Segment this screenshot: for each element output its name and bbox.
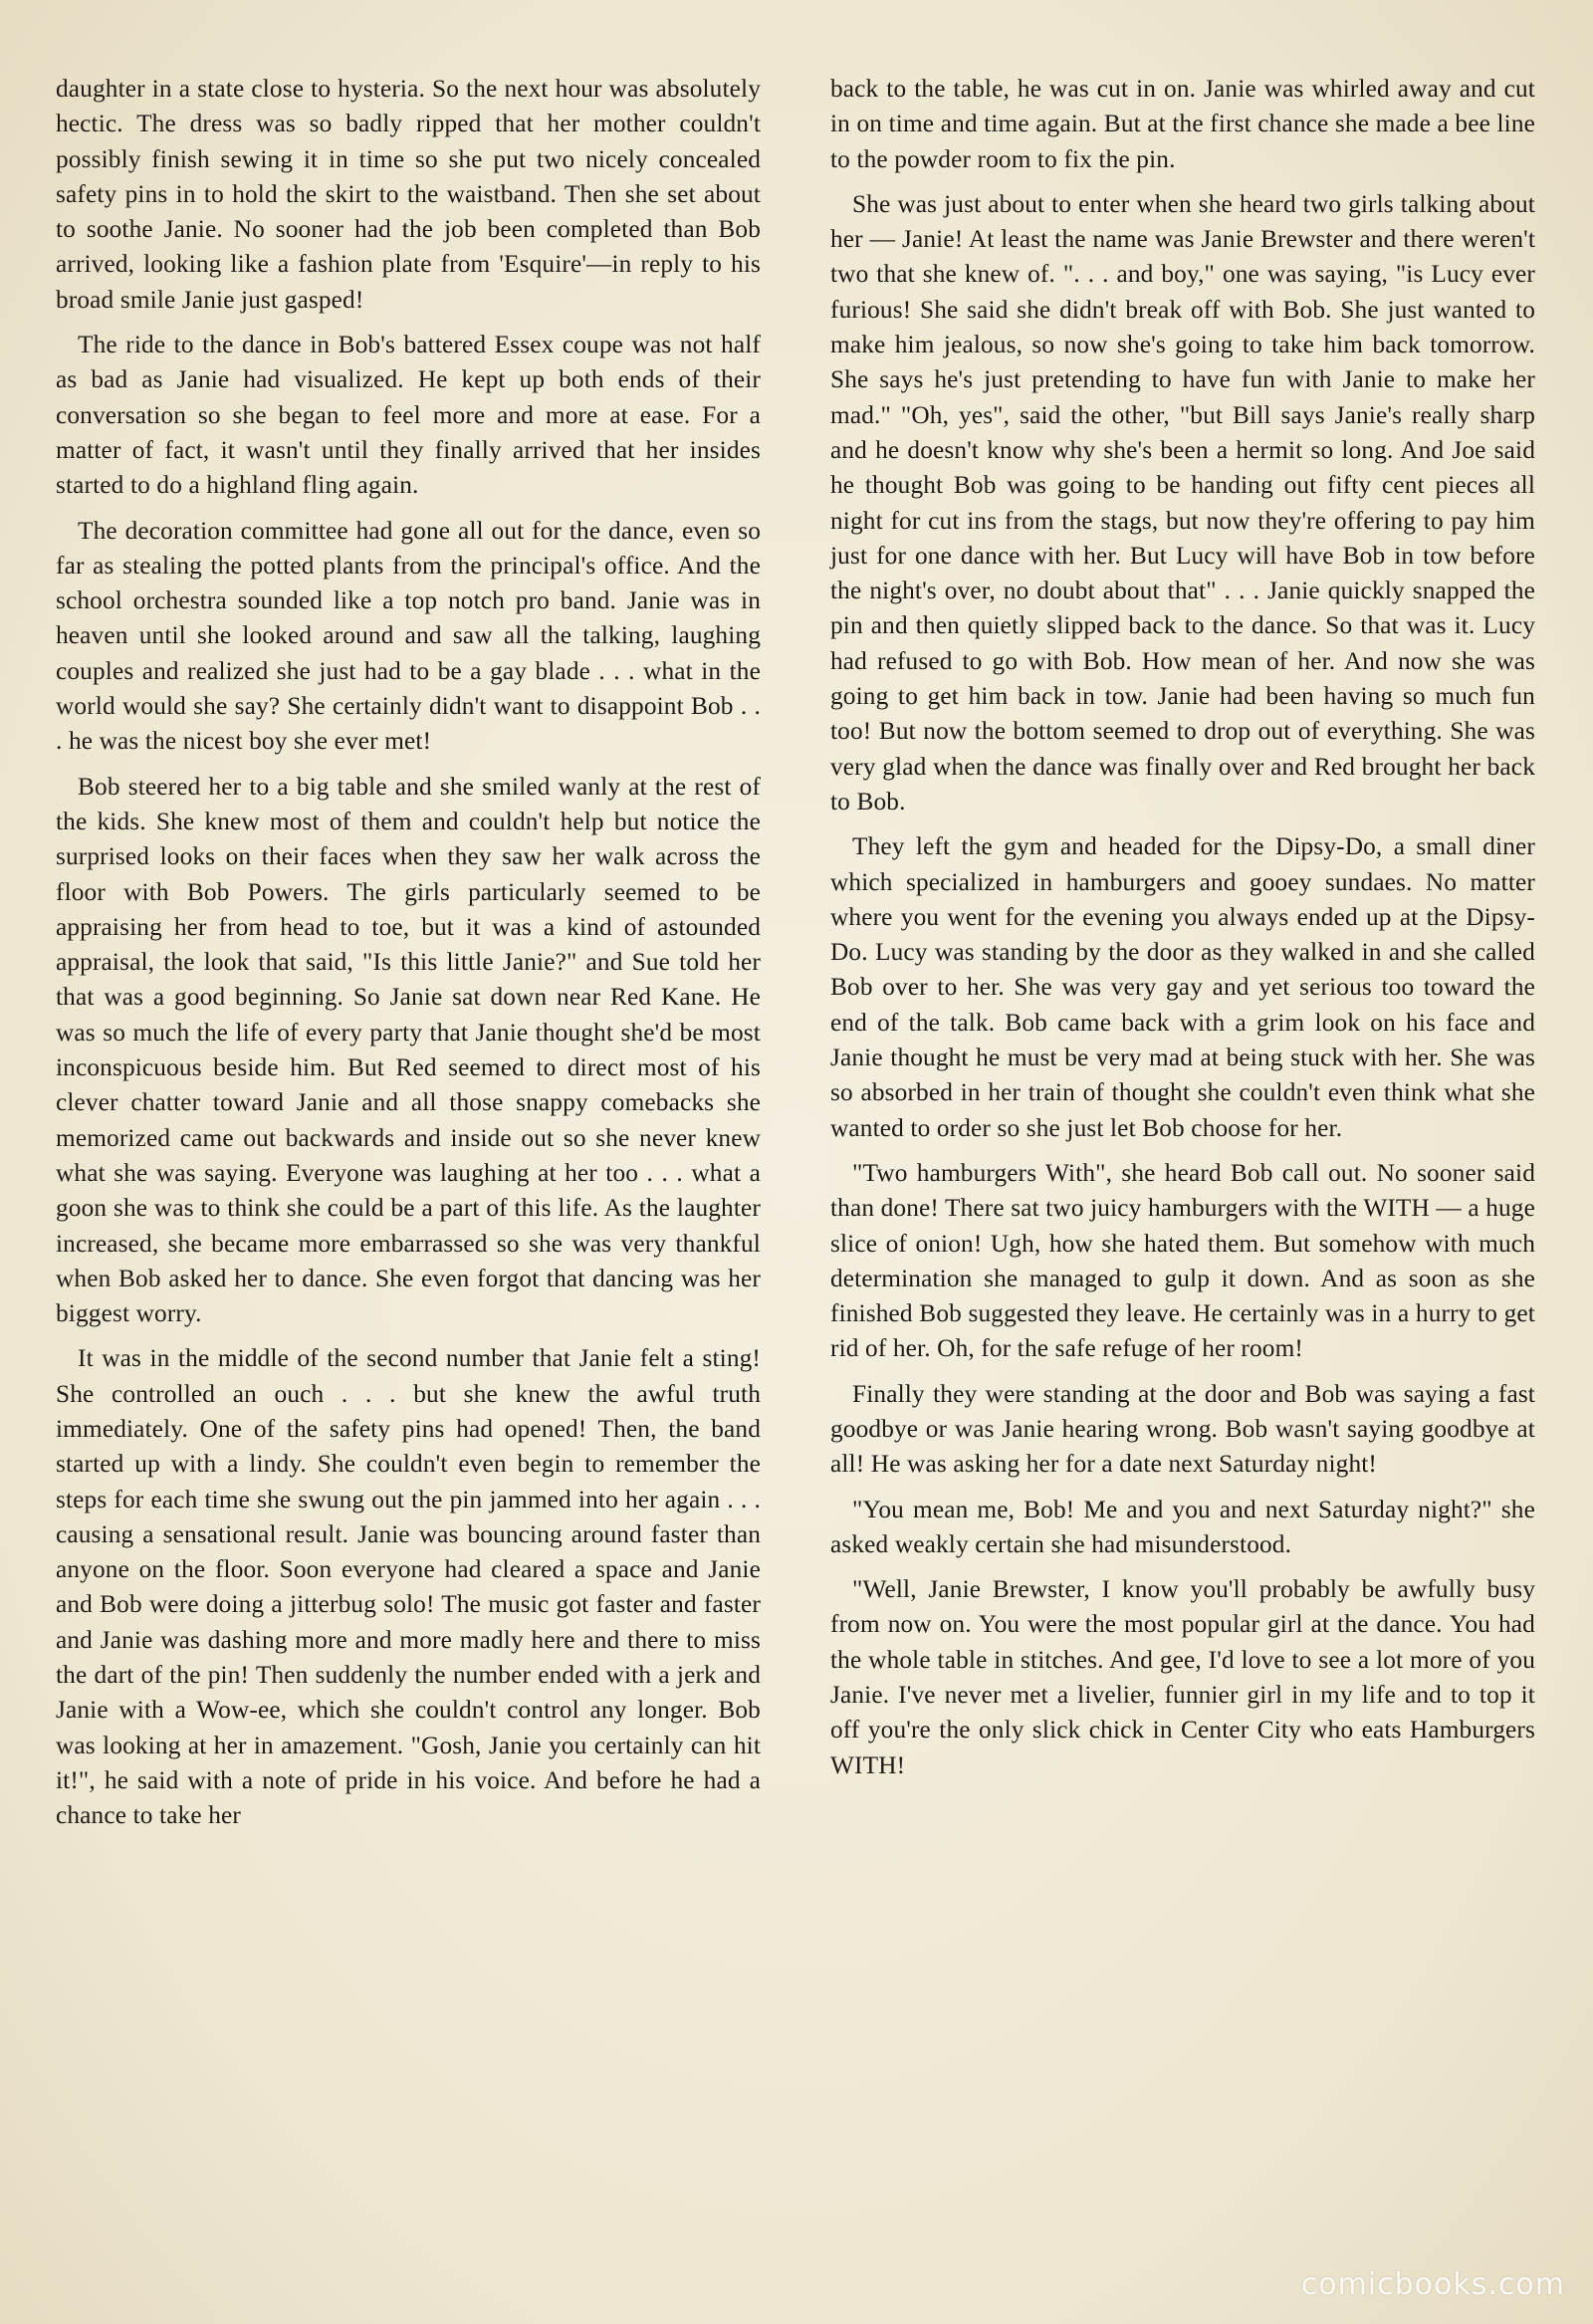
paragraph: The ride to the dance in Bob's battered Essex coupe was not half as bad as Janie had visualized. He kept up both ends of their conversation so she began to feel more and more at ease. For a matter of fact, it wasn't until they finally arrived that her insides started to do a highland fling again. <box>56 331 761 500</box>
paragraph: The decoration committee had gone all out for the dance, even so far as stealing the potted plants from the principal's office. And the school orchestra sounded like a top notch pro band. Janie was in heaven until she looked around and saw all the talking, laughing couples and realized she just had to be a gay blade . . . what in the world would she say? She certainly didn't want to disappoint Bob . . . he was the nicest boy she ever met! <box>56 516 761 756</box>
paragraph: back to the table, he was cut in on. Janie was whirled away and cut in on time and time again. But at the first chance she made a bee line to the powder room to fix the pin. <box>830 75 1535 173</box>
site-watermark: comicbooks.com <box>1300 2267 1565 2302</box>
left-column <box>56 72 761 1844</box>
paragraph: They left the gym and headed for the Dipsy-Do, a small diner which specialized in hamburgers and gooey sundaes. No matter where you went for the evening you always ended up at the Dipsy-Do. Lucy was standing by the door as they walked in and she called Bob over to her. She was very gay and yet serious too toward the end of the talk. Bob came back with a grim look on his face and Janie thought he must be very mad at being stuck with her. She was so absorbed in her train of thought she couldn't even think what she wanted to order so she just let Bob choose for her. <box>830 832 1535 1142</box>
paragraph: It was in the middle of the second number that Janie felt a sting! She controlled an ouch . . . but she knew the awful truth immediately. One of the safety pins had opened! Then, the band started up with a lindy. She couldn't even begin to remember the steps for each time she swung out the pin jammed into her again . . . causing a sensational result. Janie was bouncing around faster than anyone on the floor. Soon everyone had cleared a space and Janie and Bob were doing a jitterbug solo! The music got faster and faster and Janie was dashing more and more madly here and there to miss the dart of the pin! Then suddenly the number ended with a jerk and Janie with a Wow-ee, which she couldn't control any longer. Bob was looking at her in amazement. "Gosh, Janie you certainly can hit it!", he said with a note of pride in his voice. And before he had a chance to take her <box>56 1344 761 1830</box>
right-column <box>830 72 1535 1793</box>
paragraph: "You mean me, Bob! Me and you and next Saturday night?" she asked weakly certain she had misunderstood. <box>830 1495 1535 1558</box>
paragraph: "Well, Janie Brewster, I know you'll probably be awfully busy from now on. You were the most popular girl at the dance. You had the whole table in stitches. And gee, I'd love to see a lot more of you Janie. I've never met a livelier, funnier girl in my life and to top it off you're the only slick chick in Center City who eats Hamburgers WITH! <box>830 1575 1535 1779</box>
paragraph: Bob steered her to a big table and she smiled wanly at the rest of the kids. She knew most of them and couldn't help but notice the surprised looks on their faces when they saw her walk across the floor with Bob Powers. The girls particularly seemed to be appraising her from head to toe, but it was a kind of astounded appraisal, the look that said, "Is this little Janie?" and Sue told her that was a good beginning. So Janie sat down near Red Kane. He was so much the life of every party that Janie thought she'd be most inconspicuous beside him. But Red seemed to direct most of his clever chatter toward Janie and all those snappy comebacks she memorized came out backwards and inside out so she never knew what she was saying. Everyone was laughing at her too . . . what a goon she was to think she could be a part of this life. As the laughter increased, she became more embarrassed so she was very thankful when Bob asked her to dance. She even forgot that dancing was her biggest worry. <box>56 772 761 1328</box>
paragraph: She was just about to enter when she heard two girls talking about her — Janie! At least the name was Janie Brewster and there weren't two that she knew of. ". . . and boy," one was saying, "is Lucy ever furious! She said she didn't break off with Bob. She just wanted to make him jealous, so now she's going to take him back tomorrow. She says he's just pretending to have fun with Janie to make her mad." "Oh, yes", said the other, "but Bill says Janie's really sharp and he doesn't know why she's been a hermit so long. And Joe said he thought Bob was going to be handing out fifty cent pieces all night for cut ins from the stags, but now they're offering to pay him just for one dance with her. But Lucy will have Bob in tow before the night's over, no doubt about that" . . . Janie quickly snapped the pin and then quietly slipped back to the dance. So that was it. Lucy had refused to go with Bob. How mean of her. And now she was going to get him back in tow. Janie had been having so much fun too! But now the bottom seemed to drop out of everything. She was very glad when the dance was finally over and Red brought her back to Bob. <box>830 189 1535 815</box>
paragraph: "Two hamburgers With", she heard Bob call out. No sooner said than done! There sat two juicy hamburgers with the WITH — a huge slice of onion! Ugh, how she hated them. But somehow with much determination she managed to gulp it down. And as soon as she finished Bob suggested they leave. He certainly was in a hurry to get rid of her. Oh, for the safe refuge of her room! <box>830 1158 1535 1363</box>
paragraph: daughter in a state close to hysteria. So the next hour was absolutely hectic. The dress was so badly ripped that her mother couldn't possibly finish sewing it in time so she put two nicely concealed safety pins in to hold the skirt to the waistband. Then she set about to soothe Janie. No sooner had the job been completed than Bob arrived, looking like a fashion plate from 'Esquire'—in reply to his broad smile Janie just gasped! <box>56 75 761 314</box>
paragraph: Finally they were standing at the door and Bob was saying a fast goodbye or was Janie hearing wrong. Bob wasn't saying goodbye at all! He was asking her for a date next Saturday night! <box>830 1379 1535 1479</box>
